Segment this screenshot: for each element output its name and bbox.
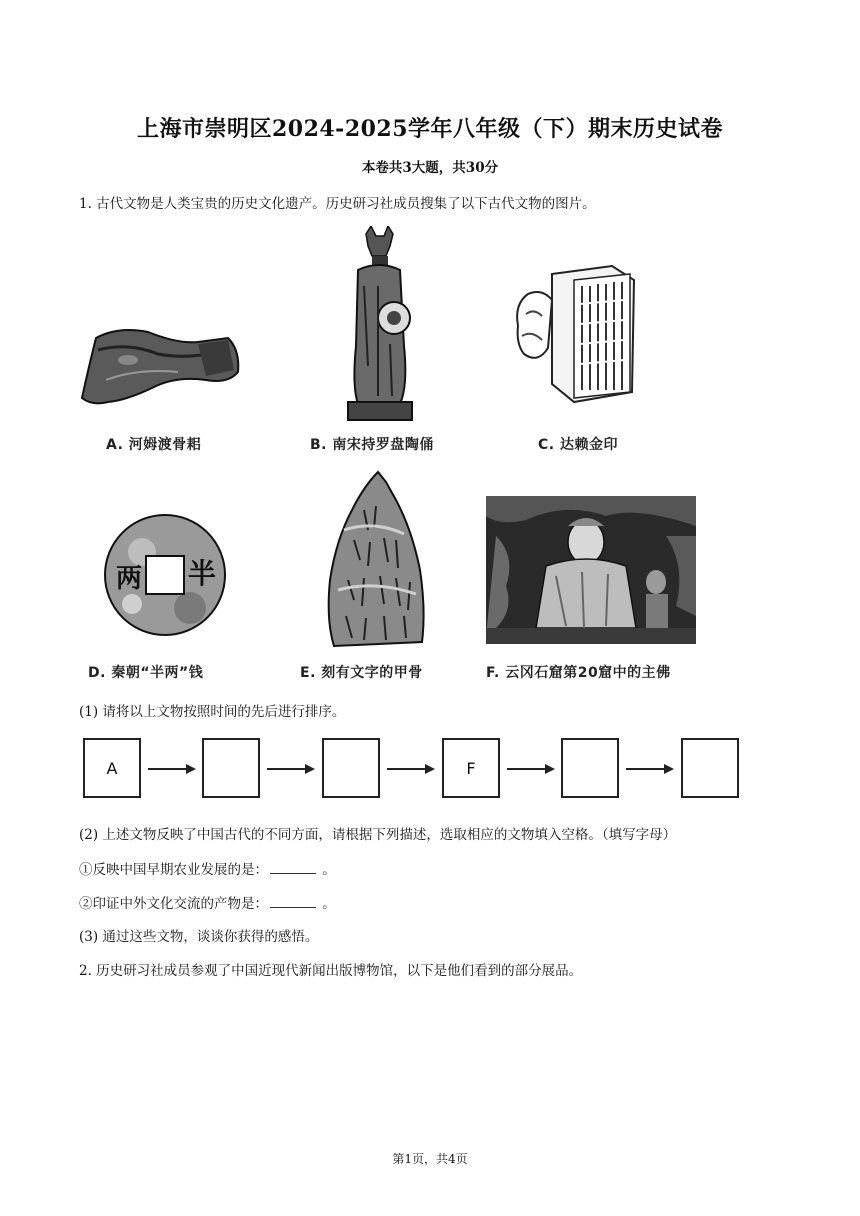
arrow-right-icon (267, 762, 315, 776)
bone-spade-icon (78, 320, 242, 410)
caption-a: A. 河姆渡骨耜 (106, 437, 202, 453)
page-number: 第1页，共4页 (392, 1152, 468, 1166)
golden-seal-icon (512, 264, 640, 404)
answer-blank-2[interactable] (270, 895, 316, 908)
arrow-right-icon (507, 762, 555, 776)
coin-character-left: 两 (116, 564, 143, 594)
part-2-item-2-label: ②印证中外文化交流的产物是： (79, 896, 268, 912)
figurine-compass-icon (338, 226, 420, 426)
sequence-box-2[interactable] (202, 738, 260, 798)
question-1-part-2: (2) 上述文物反映了中国古代的不同方面，请根据下列描述，选取相应的文物填入空格。（填写字母） (79, 827, 677, 843)
caption-b: B. 南宋持罗盘陶俑 (310, 437, 434, 453)
arrow-right-icon (626, 762, 674, 776)
page-title: 上海市崇明区2024-2025学年八年级（下）期末历史试卷 (136, 116, 724, 142)
question-1-stem: 1. 古代文物是人类宝贵的历史文化遗产。历史研习社成员搜集了以下古代文物的图片。 (79, 196, 596, 212)
part-2-item-1-end: 。 (322, 862, 336, 878)
sequence-box-4[interactable]: F (442, 738, 500, 798)
ban-liang-coin-icon (102, 512, 228, 638)
part-2-item-1 (79, 858, 336, 878)
oracle-bone-icon (324, 470, 428, 650)
question-2-stem: 2. 历史研习社成员参观了中国近现代新闻出版博物馆，以下是他们看到的部分展品。 (79, 963, 583, 979)
yungang-buddha-icon (486, 496, 696, 644)
coin-character-right: 半 (188, 557, 217, 590)
part-2-item-1-label: ①反映中国早期农业发展的是： (79, 862, 268, 878)
question-1-part-1: (1) 请将以上文物按照时间的先后进行排序。 (79, 704, 346, 720)
part-2-item-2-end: 。 (322, 896, 336, 912)
arrow-right-icon (148, 762, 196, 776)
sequence-box-5[interactable] (561, 738, 619, 798)
answer-blank-1[interactable] (270, 861, 316, 874)
arrow-right-icon (387, 762, 435, 776)
sequence-box-6[interactable] (681, 738, 739, 798)
caption-f: F. 云冈石窟第20窟中的主佛 (486, 665, 671, 681)
sequence-box-1[interactable]: A (83, 738, 141, 798)
caption-c: C. 达赖金印 (538, 437, 618, 453)
part-2-item-2 (79, 892, 336, 912)
question-1-part-3: (3) 通过这些文物，谈谈你获得的感悟。 (79, 929, 319, 945)
caption-d: D. 秦朝“半两”钱 (88, 665, 204, 681)
page-subtitle: 本卷共3大题，共30分 (361, 160, 499, 176)
sequence-box-3[interactable] (322, 738, 380, 798)
caption-e: E. 刻有文字的甲骨 (300, 665, 423, 681)
